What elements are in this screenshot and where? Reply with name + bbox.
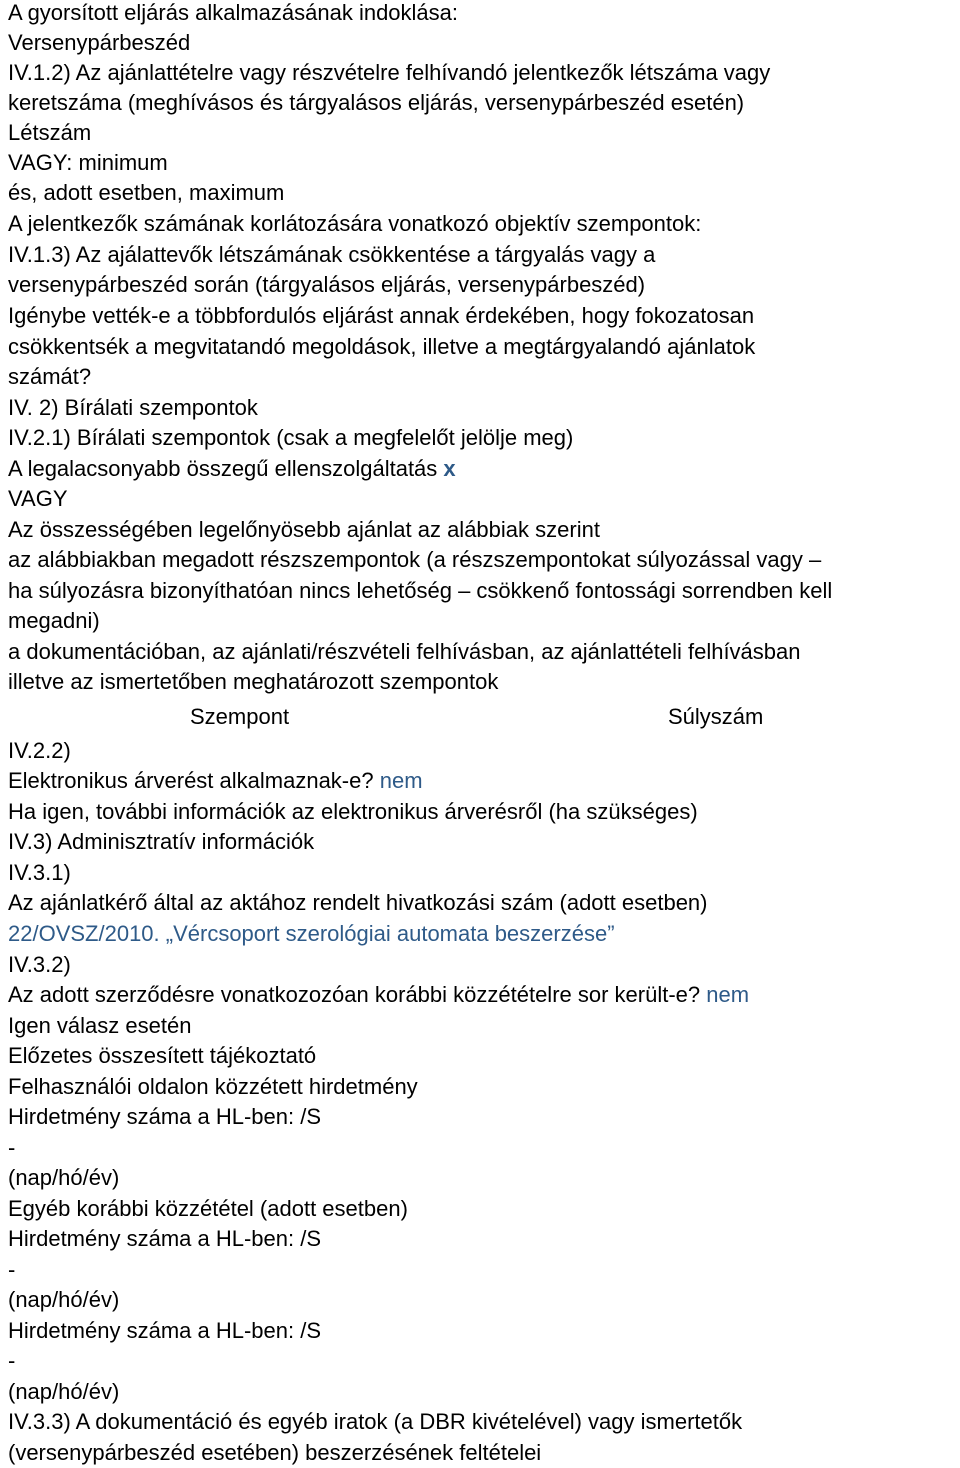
section-heading: IV.2.1) Bírálati szempontok (csak a megfelelőt jelölje meg)	[8, 425, 574, 450]
text-line: (nap/hó/év)	[8, 1287, 120, 1312]
text-line: Felhasználói oldalon közzétett hirdetmény	[8, 1074, 418, 1099]
section-heading: IV. 2) Bírálati szempontok	[8, 395, 258, 420]
section-heading: IV.1.3) Az ajálattevők létszámának csökkentése a tárgyalás vagy a	[8, 242, 656, 267]
text-line: és, adott esetben, maximum	[8, 180, 285, 205]
section-heading: IV.3.3) A dokumentáció és egyéb iratok (a DBR kivételével) vagy ismertetők	[8, 1409, 743, 1434]
answer-value: nem	[706, 982, 750, 1007]
text-line: Az ajánlatkérő által az aktához rendelt hivatkozási szám (adott esetben)	[8, 890, 708, 915]
text-line: Létszám	[8, 120, 92, 145]
question-prior-publication	[8, 982, 749, 1008]
text-line: -	[8, 1257, 16, 1282]
text-line: (versenypárbeszéd esetében) beszerzésének feltételei	[8, 1440, 542, 1465]
section-heading: IV.3.2)	[8, 952, 71, 977]
text-line: Az összességében legelőnyösebb ajánlat az alábbiak szerint	[8, 517, 600, 542]
question-label: Elektronikus árverést alkalmaznak-e?	[8, 768, 374, 793]
text-line: Versenypárbeszéd	[8, 30, 191, 55]
question-auction	[8, 768, 423, 794]
section-heading: IV.3.1)	[8, 860, 71, 885]
text-line: Igénybe vették-e a többfordulós eljárást annak érdekében, hogy fokozatosan	[8, 303, 755, 328]
text-line: A jelentkezők számának korlátozására vonatkozó objektív szempontok:	[8, 211, 702, 236]
question-label: Az adott szerződésre vonatkozozóan korábbi közzétételre sor került-e?	[8, 982, 701, 1007]
text-line: A gyorsított eljárás alkalmazásának indoklása:	[8, 0, 459, 25]
reference-number: 22/OVSZ/2010. „Vércsoport szerológiai automata beszerzése”	[8, 921, 615, 946]
text-line: illetve az ismertetőben meghatározott szempontok	[8, 669, 499, 694]
text-line: ha súlyozásra bizonyíthatóan nincs lehetőség – csökkenő fontossági sorrendben kell	[8, 578, 833, 603]
text-line: -	[8, 1348, 16, 1373]
text-line: Igen válasz esetén	[8, 1013, 192, 1038]
criterion-label: A legalacsonyabb összegű ellenszolgáltatás	[8, 456, 438, 481]
section-heading: IV.3) Adminisztratív információk	[8, 829, 315, 854]
text-line: (nap/hó/év)	[8, 1379, 120, 1404]
text-line: Hirdetmény száma a HL-ben: /S	[8, 1226, 322, 1251]
text-line: Hirdetmény száma a HL-ben: /S	[8, 1104, 322, 1129]
section-heading: IV.2.2)	[8, 738, 71, 763]
text-line: az alábbiakban megadott részszempontok (a részszempontokat súlyozással vagy –	[8, 547, 822, 572]
text-line: (nap/hó/év)	[8, 1165, 120, 1190]
text-line: Egyéb korábbi közzététel (adott esetben)	[8, 1196, 408, 1221]
section-heading: IV.1.2) Az ajánlattételre vagy részvételre felhívandó jelentkezők létszáma vagy	[8, 60, 771, 85]
text-line: a dokumentációban, az ajánlati/részvételi felhívásban, az ajánlattételi felhívásban	[8, 639, 801, 664]
text-line: számát?	[8, 364, 92, 389]
text-line: keretszáma (meghívásos és tárgyalásos eljárás, versenypárbeszéd esetén)	[8, 90, 745, 115]
text-line: csökkentsék a megvitatandó megoldások, illetve a megtárgyalandó ajánlatok	[8, 334, 756, 359]
column-header-sulyszam: Súlyszám	[668, 704, 764, 729]
selected-mark: x	[443, 456, 456, 481]
text-line: VAGY: minimum	[8, 150, 168, 175]
column-header-szempont: Szempont	[190, 704, 290, 729]
text-line: -	[8, 1135, 16, 1160]
text-line: Ha igen, további információk az elektronikus árverésről (ha szükséges)	[8, 799, 698, 824]
text-line: versenypárbeszéd során (tárgyalásos eljárás, versenypárbeszéd)	[8, 272, 646, 297]
text-line: Előzetes összesített tájékoztató	[8, 1043, 317, 1068]
answer-value: nem	[379, 768, 423, 793]
text-line: Hirdetmény száma a HL-ben: /S	[8, 1318, 322, 1343]
criterion-lowest-price	[8, 456, 456, 482]
text-line: megadni)	[8, 608, 100, 633]
text-line: VAGY	[8, 486, 68, 511]
